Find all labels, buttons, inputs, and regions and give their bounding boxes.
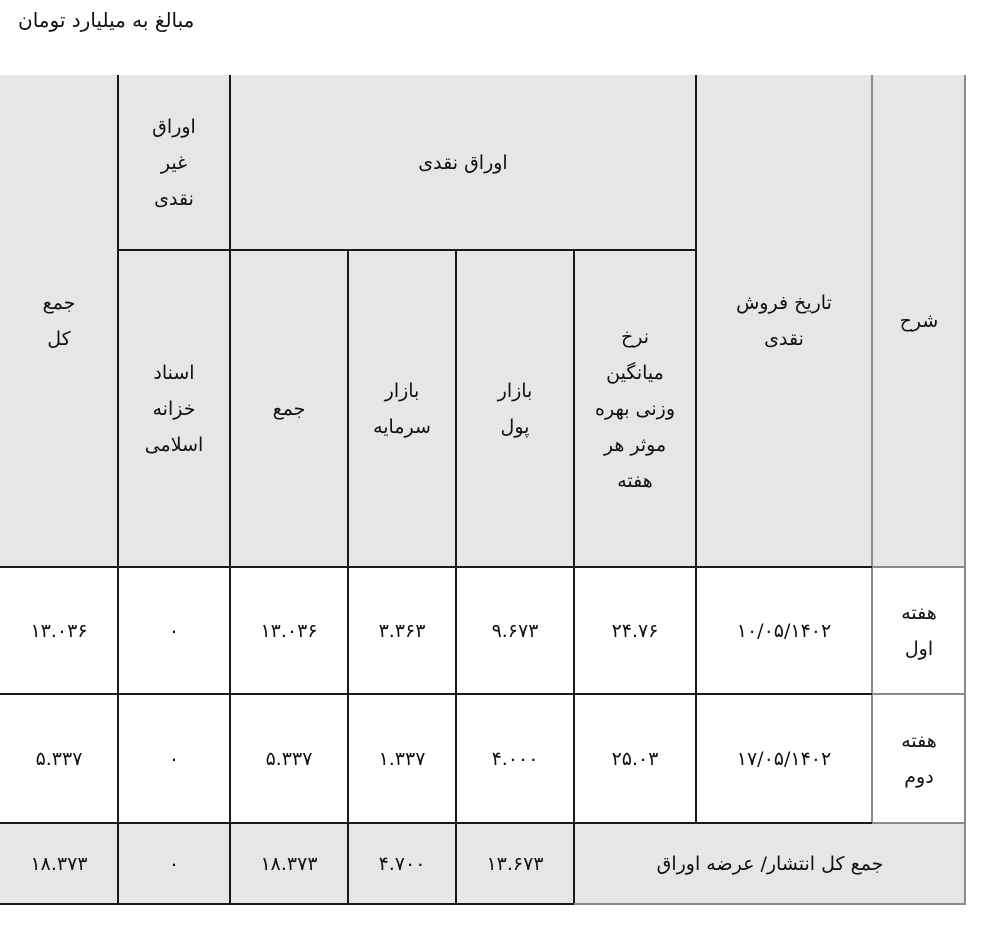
row2-money-market: ۴.۰۰۰ bbox=[456, 694, 574, 823]
header-weighted-rate bbox=[574, 250, 696, 567]
grid-line bbox=[872, 693, 966, 695]
header-treasury-bills bbox=[118, 250, 230, 567]
header-sale-date-label: تاریخ فروش نقدی bbox=[736, 292, 832, 350]
row2-label-text: هفته دوم bbox=[901, 729, 937, 788]
grid-line bbox=[0, 693, 872, 695]
row2-capital-market: ۱.۳۳۷ bbox=[348, 694, 456, 823]
row1-label-text: هفته اول bbox=[901, 601, 937, 660]
grid-line bbox=[229, 75, 231, 905]
grid-line bbox=[455, 250, 457, 905]
header-non-cash-label: اوراق غیر نقدی bbox=[152, 115, 196, 210]
grid-line bbox=[117, 75, 119, 905]
summary-total: ۱۸.۳۷۳ bbox=[0, 823, 118, 905]
row1-label bbox=[872, 567, 966, 694]
row1-date: ۱۰/۰۵/۱۴۰۲ bbox=[696, 567, 872, 694]
header-weighted-rate-label: نرخ میانگین وزنی بهره موثر هر هفته bbox=[595, 325, 675, 492]
grid-line bbox=[964, 75, 966, 905]
row1-rate: ۲۴.۷۶ bbox=[574, 567, 696, 694]
row2-rate: ۲۵.۰۳ bbox=[574, 694, 696, 823]
row2-total: ۵.۳۳۷ bbox=[0, 694, 118, 823]
row2-date: ۱۷/۰۵/۱۴۰۲ bbox=[696, 694, 872, 823]
grid-line bbox=[230, 249, 696, 251]
header-non-cash-securities bbox=[118, 75, 230, 250]
summary-money-market: ۱۳.۶۷۳ bbox=[456, 823, 574, 905]
issuance-table bbox=[0, 75, 966, 905]
header-treasury-label: اسناد خزانه اسلامی bbox=[144, 361, 204, 456]
header-cash-label: اوراق نقدی bbox=[418, 151, 508, 174]
grid-line bbox=[0, 566, 872, 568]
row1-treasury: ۰ bbox=[118, 567, 230, 694]
header-total bbox=[0, 75, 118, 567]
header-description-label: شرح bbox=[899, 310, 939, 332]
row2-treasury: ۰ bbox=[118, 694, 230, 823]
grid-line bbox=[872, 566, 966, 568]
header-sum bbox=[230, 250, 348, 567]
summary-label: جمع کل انتشار/ عرضه اوراق bbox=[574, 823, 966, 905]
grid-line bbox=[573, 250, 575, 905]
header-sum-label: جمع bbox=[272, 397, 306, 420]
row1-sum: ۱۳.۰۳۶ bbox=[230, 567, 348, 694]
header-description bbox=[872, 75, 966, 567]
unit-caption: مبالغ به میلیارد تومان bbox=[18, 8, 195, 32]
grid-line bbox=[871, 75, 873, 823]
grid-line bbox=[0, 903, 574, 905]
grid-line bbox=[872, 822, 966, 824]
row1-total: ۱۳.۰۳۶ bbox=[0, 567, 118, 694]
grid-line bbox=[347, 250, 349, 905]
header-cash-securities bbox=[230, 75, 696, 250]
header-capital-market-label: بازار سرمایه bbox=[373, 379, 431, 438]
header-money-market bbox=[456, 250, 574, 567]
grid-line bbox=[118, 249, 230, 251]
row1-capital-market: ۳.۳۶۳ bbox=[348, 567, 456, 694]
row2-label bbox=[872, 694, 966, 823]
summary-capital-market: ۴.۷۰۰ bbox=[348, 823, 456, 905]
grid-line bbox=[0, 822, 872, 824]
header-money-market-label: بازار پول bbox=[497, 379, 533, 438]
grid-line bbox=[695, 75, 697, 823]
row2-sum: ۵.۳۳۷ bbox=[230, 694, 348, 823]
grid-line bbox=[574, 903, 966, 905]
summary-sum: ۱۸.۳۷۳ bbox=[230, 823, 348, 905]
row1-money-market: ۹.۶۷۳ bbox=[456, 567, 574, 694]
header-sale-date bbox=[696, 75, 872, 567]
header-capital-market bbox=[348, 250, 456, 567]
summary-treasury: ۰ bbox=[118, 823, 230, 905]
header-total-label: جمع کل bbox=[42, 292, 76, 350]
